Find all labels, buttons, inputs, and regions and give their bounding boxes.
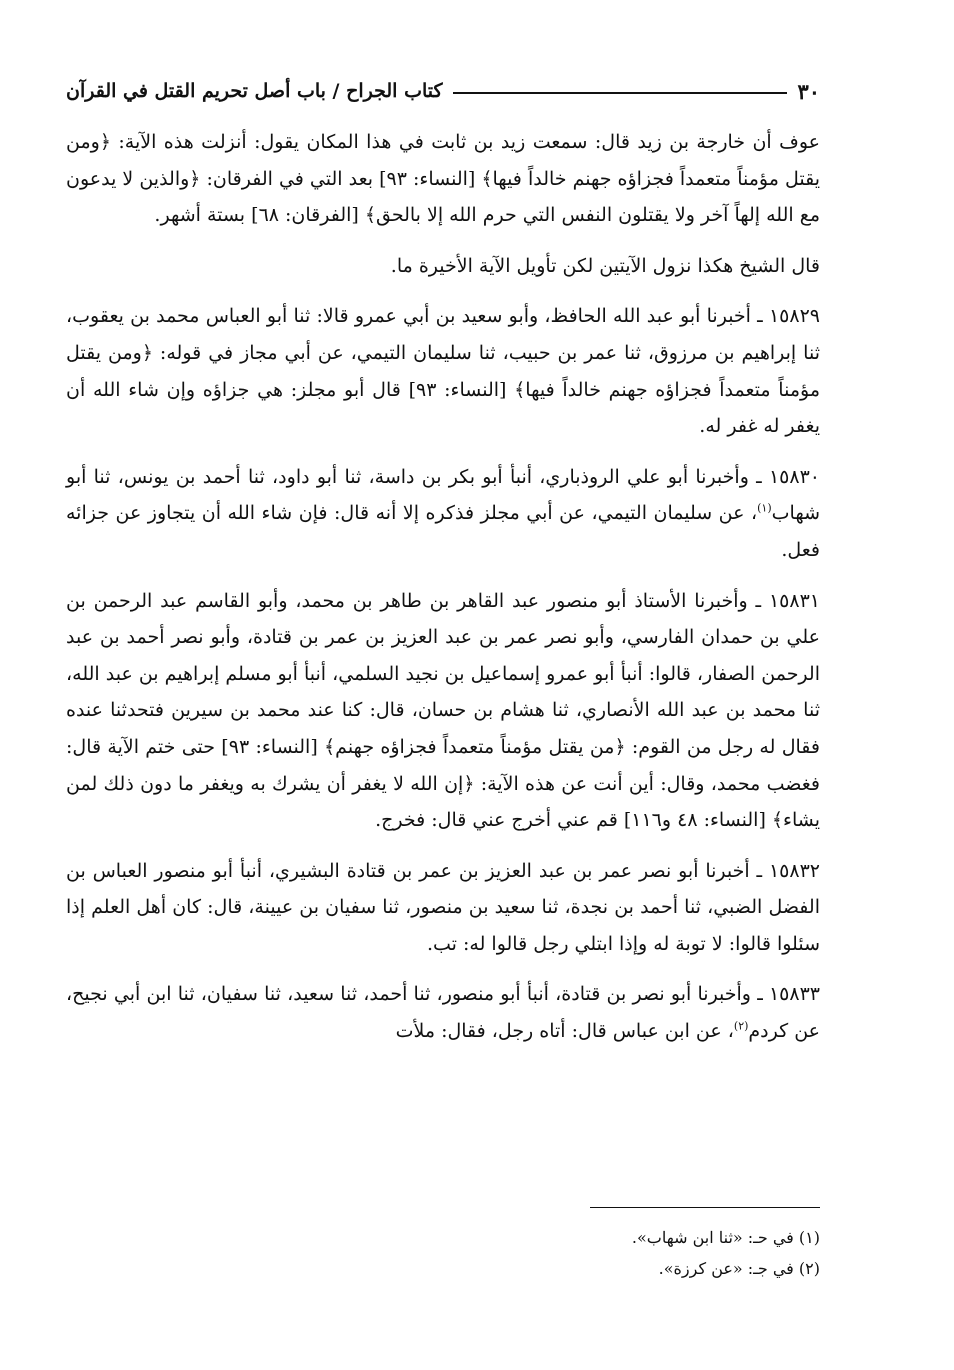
running-title: كتاب الجراح / باب أصل تحريم القتل في القرآن bbox=[66, 80, 443, 102]
header-rule bbox=[453, 92, 788, 94]
footnote-ref-2[interactable]: (٢) bbox=[733, 1019, 749, 1033]
paragraph-hadith-15830 bbox=[66, 459, 820, 569]
running-header bbox=[66, 74, 820, 108]
page-number: ٣٠ bbox=[797, 78, 820, 104]
paragraph-hadith-15833 bbox=[66, 976, 820, 1049]
paragraph-sheikh-comment: قال الشيخ هكذا نزول الآيتين لكن تأويل الآية الأخيرة ما. bbox=[390, 254, 820, 277]
hadith-15833-text: ١٥٨٣٣ ـ وأخبرنا أبو نصر بن قتادة، أنبأ أبو منصور، ثنا أحمد، ثنا سعيد، ثنا سفيان، ثنا ابن أبي نجيح، عن كردم bbox=[66, 983, 820, 1043]
main-text bbox=[66, 124, 820, 1064]
footnote-separator bbox=[590, 1207, 820, 1208]
footnote-ref-1[interactable]: (١) bbox=[757, 502, 772, 516]
hadith-15830-text-end: ، عن سليمان التيمي، عن أبي مجلز فذكره إلا أنه قال: فإن شاء الله أن يتجاوز عن جزائه فعل. bbox=[66, 502, 820, 561]
footnote-1: (١) في حـ: «ثنا ابن شهاب». bbox=[631, 1228, 820, 1247]
hadith-15833-text-end: ، عن ابن عباس قال: أتاه رجل، فقال: ملأت bbox=[395, 1020, 734, 1043]
paragraph-hadith-15832: ١٥٨٣٢ ـ أخبرنا أبو نصر عمر بن عبد العزيز بن عمر بن قتادة البشيري، أنبأ أبو منصور العباس بن الفضل الضبي، ثنا أحمد بن نجدة، ثنا سعيد بن منصور، ثنا سفيان بن عيينة، قال: كان أهل العلم إذا سئلوا قالوا: لا توبة له وإذا ابتلي رجل قالوا له: تب. bbox=[66, 859, 820, 955]
footnote-2: (٢) في جـ: «عن كرزة». bbox=[658, 1259, 820, 1278]
paragraph-continuation: عوف أن خارجة بن زيد قال: سمعت زيد بن ثابت في هذا المكان يقول: أنزلت هذه الآية: ﴿ومن يقتل مؤمناً متعمداً فجزاؤه جهنم خالداً فيها﴾ [النساء: ٩٣] بعد التي في الفرقان: ﴿والذين لا يدعون مع الله إلهاً آخر ولا يقتلون النفس التي حرم الله إلا بالحق﴾ [الفرقان: ٦٨] بستة أشهر. bbox=[66, 131, 820, 227]
paragraph-hadith-15829: ١٥٨٢٩ ـ أخبرنا أبو عبد الله الحافظ، وأبو سعيد بن أبي عمرو قالا: ثنا أبو العباس محمد بن يعقوب، ثنا إبراهيم بن مرزوق، ثنا عمر بن حبيب، ثنا سليمان التيمي، عن أبي مجاز في قوله: ﴿ومن يقتل مؤمناً متعمداً فجزاؤه جهنم خالداً فيها﴾ [النساء: ٩٣] قال أبو مجلز: هي جزاؤه وإن شاء الله أن يغفر له غفر له. bbox=[66, 305, 821, 438]
hadith-15830-text: ١٥٨٣٠ ـ وأخبرنا أبو علي الروذباري، أنبأ أبو بكر بن داسة، ثنا أبو داود، ثنا أحمد بن يونس، ثنا أبو شهاب bbox=[66, 465, 820, 525]
footnotes bbox=[66, 1222, 820, 1284]
paragraph-hadith-15831: ١٥٨٣١ ـ وأخبرنا الأستاذ أبو منصور عبد القاهر بن طاهر بن محمد، وأبو القاسم عبد الرحمن بن علي بن حمدان الفارسي، وأبو نصر عمر بن عبد العزيز بن عمر بن قتادة، وأبو نصر أحمد بن عبد الرحمن الصفار، قالوا: أنبأ أبو عمرو إسماعيل بن نجيد السلمي، أنبأ أبو مسلم إبراهيم بن عبد الله، ثنا محمد بن عبد الله الأنصاري، ثنا هشام بن حسان، قال: كنا عند محمد بن سيرين فتحدثنا عنده فقال له رجل من القوم: ﴿من يقتل مؤمناً متعمداً فجزاؤه جهنم﴾ [النساء: ٩٣] حتى ختم الآية قال: فغضب محمد، وقال: أين أنت عن هذه الآية: ﴿إن الله لا يغفر أن يشرك به ويغفر ما دون ذلك لمن يشاء﴾ [النساء: ٤٨ و١١٦] قم عني أخرج عني قال: فخرج. bbox=[66, 589, 820, 832]
